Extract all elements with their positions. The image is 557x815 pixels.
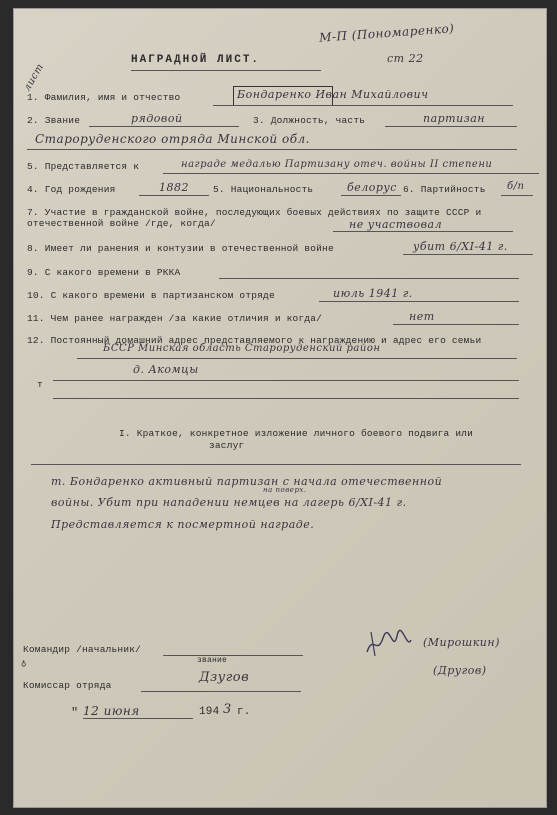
field-label: 7. Участие в гражданской войне, последующих боевых действиях по защите СССР и отечественной войне /где, когда/: [27, 207, 482, 229]
field-label: 2. Звание: [27, 115, 81, 126]
field-label: 9. С какого времени в РККА: [27, 267, 181, 278]
field-value: награде медалью Партизану отеч. войны II степени: [181, 159, 493, 170]
field-line: [319, 301, 519, 302]
date-marker: ": [71, 706, 79, 720]
date-year: 194: [199, 706, 220, 718]
corner-note-2: ст 22: [387, 52, 424, 65]
field-label: 5. Представляется к: [27, 161, 140, 172]
field-label: 8. Имеет ли ранения и контузии в отечественной войне: [27, 243, 334, 254]
field-line: [139, 195, 209, 196]
field-line: [403, 254, 533, 255]
narrative-line: Представляется к посмертной награде.: [51, 518, 315, 531]
field-value: б/п: [507, 181, 525, 192]
field-line: [89, 126, 239, 127]
document-title: НАГРАДНОЙ ЛИСТ.: [131, 54, 261, 66]
field-line: [53, 380, 519, 381]
margin-note: лист: [21, 61, 47, 94]
corner-note: М-П (Пономаренко): [318, 21, 455, 45]
date-year-hw: 3: [223, 702, 232, 717]
field-marker: т: [37, 379, 43, 390]
narrative-line: т. Бондаренко активный партизан с начала отечественной: [51, 475, 443, 488]
commissar-signature: Дзугов: [199, 670, 250, 685]
field-line: [27, 149, 517, 150]
field-line: [501, 195, 533, 196]
field-label: 4. Год рождения: [27, 184, 116, 195]
narrative-insert: на поверх.: [263, 486, 307, 494]
field-value: партизан: [423, 112, 486, 125]
field-label: 1. Фамилия, имя и отчество: [27, 92, 181, 103]
field-value: июль 1941 г.: [333, 287, 413, 300]
commander-signature-icon: [363, 626, 415, 660]
field-label: 12. Постоянный домашний адрес представляемого к награждению и адрес его семьи: [27, 335, 482, 346]
field-line: [393, 324, 519, 325]
field-line: [385, 126, 517, 127]
field-value: убит 6/XI-41 г.: [413, 240, 508, 253]
field-value: БССР Минская область Староруденский район: [103, 343, 381, 354]
field-line: [163, 173, 539, 174]
section-title: I. Краткое, конкретное изложение личного боевого подвига или: [119, 428, 474, 439]
field-line: [341, 195, 401, 196]
commissar-name: (Другов): [433, 664, 487, 677]
field-line: [219, 278, 519, 279]
date-value: 12 июня: [83, 704, 140, 718]
award-sheet: [13, 8, 547, 808]
field-value: 1882: [159, 181, 189, 194]
rank-label: звание: [197, 656, 228, 665]
field-line: [213, 105, 513, 106]
commander-name: (Мирошкин): [423, 636, 500, 649]
field-label: 6. Партийность: [403, 184, 486, 195]
field-line: [53, 398, 519, 399]
field-label: 5. Национальность: [213, 184, 314, 195]
field-value: не участвовал: [349, 218, 443, 231]
field-value: рядовой: [131, 112, 183, 125]
date-year-suffix: г.: [237, 706, 251, 718]
commissar-label: Комиссар отряда: [23, 680, 112, 691]
field-value: Староруденского отряда Минской обл.: [35, 132, 310, 146]
commander-label: Командир /начальник/: [23, 644, 142, 655]
section-divider: [31, 464, 521, 465]
field-value: Бондаренко Иван Михайлович: [237, 88, 429, 101]
field-line: [77, 358, 517, 359]
field-value: нет: [409, 310, 435, 323]
field-label: 3. Должность, часть: [253, 115, 366, 126]
field-value: белорус: [347, 181, 397, 194]
date-line: [83, 718, 193, 719]
field-value: д. Акомцы: [133, 363, 199, 376]
field-marker: ♁: [21, 659, 27, 669]
title-underline: [131, 70, 321, 71]
field-label: 10. С какого времени в партизанском отряде: [27, 290, 275, 301]
commissar-line: [141, 691, 301, 692]
section-title-2: заслуг: [209, 440, 245, 451]
commander-line: [163, 655, 303, 656]
field-line: [333, 231, 513, 232]
narrative-line: войны. Убит при нападении немцев на лагерь 6/XI-41 г.: [51, 496, 407, 509]
field-label: 11. Чем ранее награжден /за какие отличия и когда/: [27, 313, 323, 324]
